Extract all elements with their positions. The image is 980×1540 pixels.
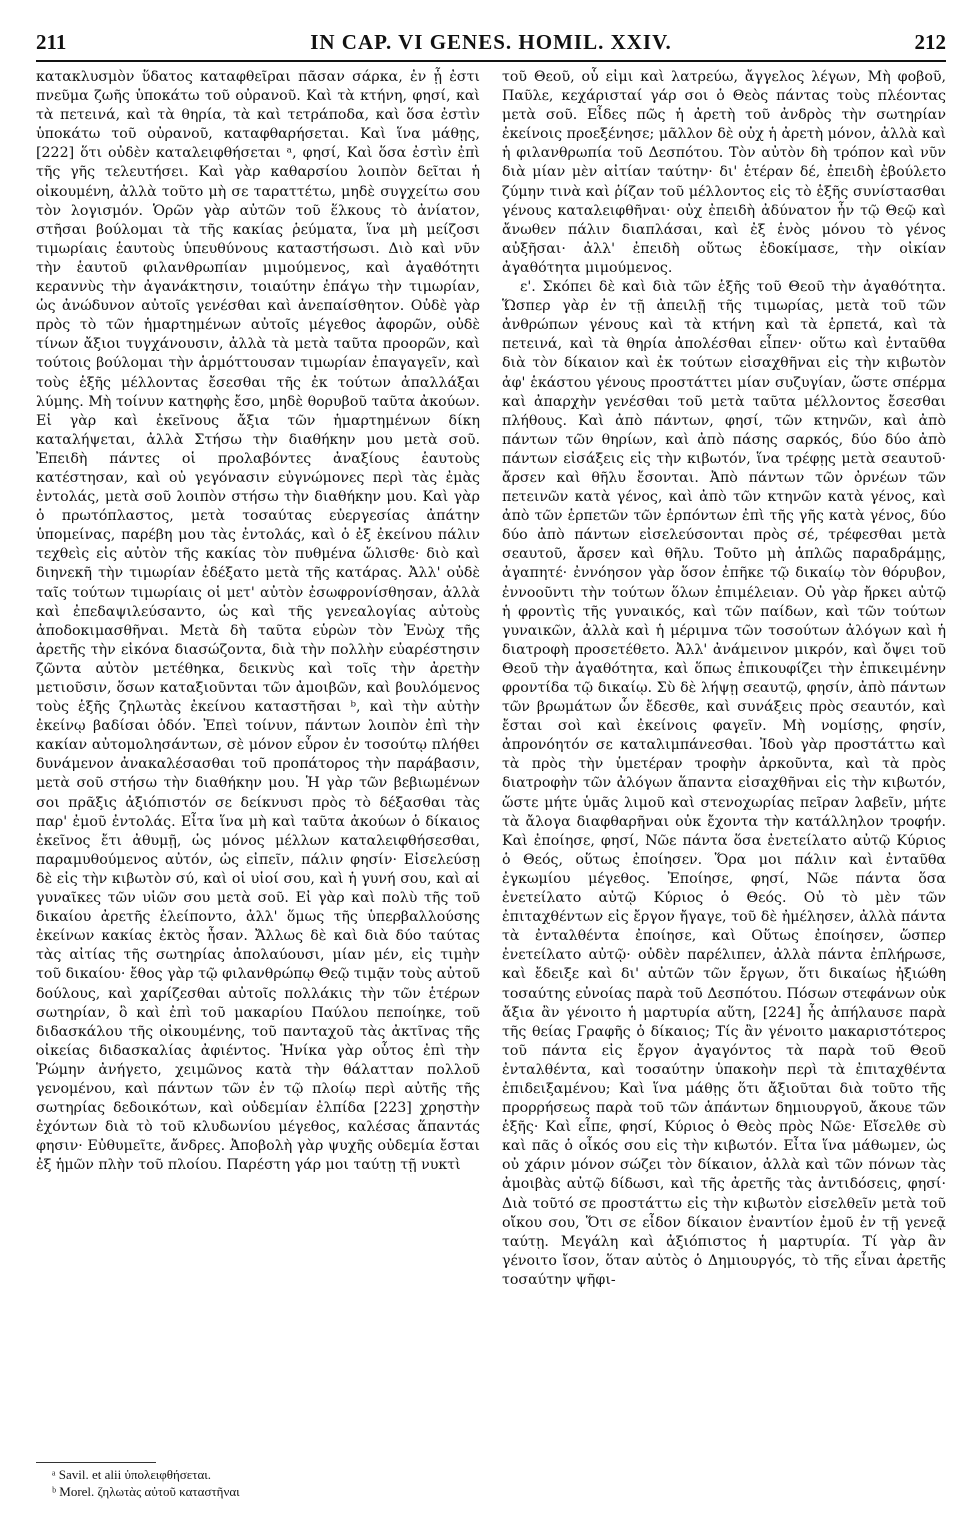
left-paragraph: κατακλυσμὸν ὕδατος καταφθεῖραι πᾶσαν σάρκα, ἐν ᾗ ἐστι πνεῦμα ζωῆς ὑποκάτω τοῦ οὐρανοῦ. Καὶ τὰ κτήνη, φησί, καὶ τὰ πετεινά, καὶ τὰ θηρία, τὰ καὶ τετράποδα, καὶ ὅσα ἐστὶν ὑποκάτω τοῦ οὐρανοῦ, καταφθαρήσεται. Καὶ ἵνα μάθῃς, [222] ὅτι οὐδὲν καταλειφθήσεται ᵃ, φησί, Καὶ ὅσα ἐστὶν ἐπὶ τῆς γῆς τελευτήσει. Καὶ γὰρ καθαρσίου λοιπὸν δεῖται ἡ οἰκουμένη, ἀλλὰ τοῦτο μὴ σε ταραττέτω, μηδὲ συγχείτω σου τὸν λογισμόν. Ὁρῶν γὰρ αὐτῶν τοῦ ἕλκους τὸ ἀνίατον, στῆσαι βούλομαι τὰ τῆς κακίας ῥεύματα, ἵνα μὴ μείζοσι τιμωρίαις ἑαυτοὺς ὑπευθύνους καταστήσωσι. Διὸ καὶ νῦν τὴν ἑαυτοῦ φιλανθρωπίαν μιμούμενος, καὶ ἀγαθότητι κεραννὺς τὴν ἀγανάκτησιν, τοιαύτην ἐπάγω τὴν τιμωρίαν, ὡς ἀνώδυνον αὐτοῖς γενέσθαι καὶ ἀνεπαίσθητον. Οὐδὲ γὰρ πρὸς τὸ τῶν ἡμαρτημένων αὐτοῖς μέγεθος ἀφορῶν, οὐδὲ τίνων ἄξιοι τυγχάνουσιν, ἀλλὰ τὰ μετὰ ταῦτα προορῶν, καὶ τούτοις βούλομαι τὴν ἁρμόττουσαν τιμωρίαν ἐπαγαγεῖν, καὶ τοὺς ἑξῆς μέλλοντας ἔσεσθαι τῆς ἐκ τούτων ἀπαλλάξαι λύμης. Μὴ τοίνυν κατηφὴς ἔσο, μηδὲ θορυβοῦ ταῦτα ἀκούων. Εἰ γὰρ καὶ ἐκεῖνους ἄξια τῶν ἡμαρτημένων δίκη καταλήψεται, ἀλλὰ Στήσω τὴν διαθήκην μου μετὰ σοῦ. Ἐπειδὴ πάντες οἱ προλαβόντες ἀναξίους ἑαυτοὺς κατέστησαν, καὶ οὐ γεγόνασιν εὐγνώμονες περὶ τὰς ἐμὰς ἐντολάς, μετὰ σοῦ λοιπὸν στήσω τὴν διαθήκην μου. Καὶ γὰρ ὁ πρωτόπλαστος, μετὰ τοσαύτας εὐεργεσίας ἀπάτην ὑπομείνας, παρέβη μου τὰς ἐντολάς, καὶ ὁ ἐξ ἐκείνου πάλιν τεχθεὶς εἰς αὐτὸν τῆς κακίας τὸν πυθμένα ὤλισθε· διὸ καὶ διηνεκῆ τὴν τιμωρίαν ἐδέξατο μετὰ τῆς κατάρας. Ἀλλ' οὐδὲ ταῖς τούτων τιμωρίαις οἱ μετ' αὐτὸν ἐσωφρονίσθησαν, ἀλλὰ καὶ ἐπεδαψιλεύσαντο, ὡς καὶ τῆς γενεαλογίας αὐτοὺς ἀποδοκιμασθῆναι. Μετὰ δὴ ταῦτα εὑρὼν τὸν Ἐνὼχ τῆς ἀρετῆς τὴν εἰκόνα διασώζοντα, διὰ τὴν πολλὴν εὐαρέστησιν ζῶντα αὐτὸν μετέθηκα, δεικνὺς καὶ τοῖς τὴν ἀρετὴν μετιοῦσιν, ὅσων καταξιοῦνται τῶν ἀμοιβῶν, καὶ βουλόμενος τοὺς ἑξῆς ζηλωτὰς ἐκείνου καταστῆσαι ᵇ, καὶ τὴν αὐτὴν ἐκείνῳ βαδίσαι ὁδόν. Ἐπεὶ τοίνυν, πάντων λοιπὸν ἐπὶ τὴν κακίαν αὐτομολησάντων, σὲ μόνον εὗρον ἐν τοσούτῳ πλήθει δυνάμενον ἀνακαλέσασθαι τοῦ προπάτορος τὴν παράβασιν, μετὰ σοῦ στήσω τὴν διαθήκην μου. Ἡ γὰρ τῶν βεβιωμένων σοι πρᾶξις ἀξιόπιστόν σε δείκνυσι πρὸς τὸ δέξασθαι τὰς παρ' ἐμοῦ ἐντολάς. Εἶτα ἵνα μὴ καὶ ταῦτα ἀκούων ὁ δίκαιος ἐκεῖνος ἔτι ἀθυμῇ, ὡς μόνος μέλλων καταλειφθήσεσθαι, παραμυθούμενος αὐτόν, ὡς εἰπεῖν, πάλιν φησίν· Εἰσελεύσῃ δὲ εἰς τὴν κιβωτὸν σύ, καὶ οἱ υἱοί σου, καὶ ἡ γυνή σου, καὶ αἱ γυναῖκες τῶν υἱῶν σου μετὰ σοῦ. Εἰ γὰρ καὶ πολὺ τῆς τοῦ δικαίου ἀρετῆς ἐλείποντο, ἀλλ' ὅμως τῆς ὑπερβαλλούσης ἐκείνων κακίας ἐκτὸς ἦσαν. Ἄλλως δὲ καὶ διὰ δύο ταύτας τὰς αἰτίας τῆς σωτηρίας ἀπολαύουσι, μίαν μέν, εἰς τιμὴν τοῦ δικαίου· ἔθος γὰρ τῷ φιλανθρώπῳ Θεῷ τιμᾷν τοὺς αὐτοῦ δούλους, καὶ χαρίζεσθαι αὐτοῖς πολλάκις τὴν τῶν ἑτέρων σωτηρίαν, ὃ καὶ ἐπὶ τοῦ μακαρίου Παύλου πεποίηκε, τοῦ διδασκάλου τῆς οἰκουμένης, τοῦ πανταχοῦ τὰς ἀκτῖνας τῆς οἰκείας διδασκαλίας ἀφιέντος. Ἡνίκα γὰρ οὗτος ἐπὶ τὴν Ῥώμην ἀνήγετο, χειμῶνος κατὰ τὴν θάλατταν πολλοῦ γενομένου, καὶ πάντων τῶν ἐν τῷ πλοίῳ περὶ αὐτῆς τῆς σωτηρίας δεδοικότων, καὶ οὐδεμίαν ἐλπίδα [223] χρηστὴν ἐχόντων διὰ τὸ τοῦ κλυδωνίου μέγεθος, καλέσας ἅπαντάς φησιν· Εὐθυμεῖτε, ἄνδρες. Ἀποβολὴ γὰρ ψυχῆς οὐδεμία ἔσται ἐξ ἡμῶν πλὴν τοῦ πλοίου. Παρέστη γάρ μοι ταύτῃ τῇ νυκτὶ (36, 69, 480, 1174)
running-title: IN CAP. VI GENES. HOMIL. XXIV. (310, 30, 672, 54)
page-number-left: 211 (36, 30, 67, 54)
footnote-a: ᵃ Savil. et alii ὑπολειφθήσεται. (52, 1467, 212, 1482)
header-rule (36, 60, 946, 62)
footnotes (52, 1466, 472, 1500)
footnote-rule (36, 1462, 156, 1463)
footnote-b: ᵇ Morel. ζηλωτὰς αὐτοῦ καταστῆναι (52, 1484, 240, 1499)
page-number-right: 212 (914, 30, 946, 54)
right-paragraph-2: ε'. Σκόπει δὲ καὶ διὰ τῶν ἑξῆς τοῦ Θεοῦ τὴν ἀγαθότητα. Ὥσπερ γὰρ ἐν τῇ ἀπειλῇ τῆς τιμωρίας, μετὰ τοῦ τῶν ἀνθρώπων γένους καὶ τὰ κτήνη καὶ τὰ ἑρπετά, καὶ τὰ πετεινά, καὶ τὰ θηρία ἀπολέσθαι εἶπεν· οὕτω καὶ ἐνταῦθα διὰ τὸν δίκαιον καὶ ἐκ τούτων εἰσαχθῆναι εἰς τὴν κιβωτὸν ἀφ' ἑκάστου γένους προστάττει μίαν συζυγίαν, ὥστε σπέρμα καὶ ἀπαρχὴν γενέσθαι τοῦ μετὰ ταῦτα μέλλοντος ἔσεσθαι πλήθους. Καὶ ἀπὸ πάντων, φησί, τῶν κτηνῶν, καὶ ἀπὸ πάντων τῶν θηρίων, καὶ ἀπὸ πάσης σαρκός, δύο δύο ἀπὸ πάντων εἰσάξεις εἰς τὴν κιβωτόν, ἵνα τρέφῃς μετὰ σεαυτοῦ· ἄρσεν καὶ θῆλυ ἔσονται. Ἀπὸ πάντων τῶν ὀρνέων τῶν πετεινῶν κατὰ γένος, καὶ ἀπὸ τῶν κτηνῶν κατὰ γένος, καὶ ἀπὸ τῶν ἑρπετῶν τῶν ἑρπόντων ἐπὶ τῆς γῆς κατὰ γένος, δύο δύο ἀπὸ πάντων εἰσελεύσονται πρὸς σέ, τρέφεσθαι μετὰ σεαυτοῦ, ἄρσεν καὶ θῆλυ. Τοῦτο μὴ ἁπλῶς παραδράμῃς, ἀγαπητέ· ἐννόησον γὰρ ὅσον ἐπῆκε τῷ δικαίῳ τὸν θόρυβον, ἐννοοῦντι τὴν τούτων ὅλων ἐπιμέλειαν. Οὐ γὰρ ἤρκει αὐτῷ ἡ φροντὶς τῆς γυναικός, καὶ τῶν παίδων, καὶ τῶν τούτων γυναικῶν, ἀλλὰ καὶ ἡ μέριμνα τῶν τοσούτων ἀλόγων καὶ ἡ διατροφὴ προσετέθετο. Ἀλλ' ἀνάμεινον μικρόν, καὶ ὄψει τοῦ Θεοῦ τὴν ἀγαθότητα, καὶ ὅπως ἐπικουφίζει τὴν ἐπικειμένην φροντίδα τῷ δικαίῳ. Σὺ δὲ λήψῃ σεαυτῷ, φησίν, ἀπὸ πάντων τῶν βρωμάτων ὧν ἔδεσθε, καὶ συνάξεις πρὸς σεαυτόν, καὶ ἔσται σοὶ καὶ ἐκείνοις φαγεῖν. Μὴ νομίσῃς, φησίν, ἀπρονόητόν σε καταλιμπάνεσθαι. Ἰδοὺ γὰρ προστάττω καὶ τὰ πρὸς τὴν ὑμετέραν τροφὴν ἀρκοῦντα, καὶ τὰ πρὸς διατροφὴν τῶν ἀλόγων ἅπαντα εἰσαχθῆναι εἰς τὴν κιβωτόν, ὥστε μήτε ὑμᾶς λιμοῦ καὶ στενοχωρίας πεῖραν λαβεῖν, μήτε τὰ ἄλογα διαφθαρῆναι οὐκ ἔχοντα τὴν κατάλληλον τροφήν. Καὶ ἐποίησε, φησί, Νῶε πάντα ὅσα ἐνετείλατο αὐτῷ Κύριος ὁ Θεός, οὕτως ἐποίησεν. Ὅρα μοι πάλιν καὶ ἐνταῦθα ἐγκωμίου μέγεθος. Ἐποίησε, φησί, Νῶε πάντα ὅσα ἐνετείλατο αὐτῷ Κύριος ὁ Θεός. Οὐ τὸ μὲν τῶν ἐπιταχθέντων εἰς ἔργον ἤγαγε, τοῦ δὲ ἠμέλησεν, ἀλλὰ πάντα τὰ ἐνταλθέντα ἐποίησε, καὶ Οὕτως ἐποίησεν, ὥσπερ ἐνετείλατο αὐτῷ· οὐδὲν παρέλιπεν, ἀλλὰ πάντα ἐπλήρωσε, καὶ ἔδειξε καὶ δι' αὐτῶν τῶν ἔργων, ὅτι δικαίως ἠξιώθη τοσαύτης εὐνοίας παρὰ τοῦ Δεσπότου. Πόσων στεφάνων οὐκ ἄξια ἂν γένοιτο ἡ μαρτυρία αὕτη, [224] ἧς ἀπήλαυσε παρὰ τῆς θείας Γραφῆς ὁ δίκαιος; Τίς ἂν γένοιτο μακαριστότερος τοῦ πάντα εἰς ἔργον ἀγαγόντος τὰ παρὰ τοῦ Θεοῦ ἐνταλθέντα, καὶ τοσαύτην ὑπακοὴν περὶ τὰ ἐπιταχθέντα ἐπιδειξαμένου; Καὶ ἵνα μάθῃς ὅτι ἄξιοῦται διὰ τοῦτο τῆς προρρήσεως παρὰ τοῦ τῶν ἁπάντων δημιουργοῦ, ἄκουε τῶν ἑξῆς· Καὶ εἶπε, φησί, Κύριος ὁ Θεὸς πρὸς Νῶε· Εἴσελθε σὺ καὶ πᾶς ὁ οἶκός σου εἰς τὴν κιβωτόν. Εἶτα ἵνα μάθωμεν, ὡς οὐ χάριν μόνον σώζει τὸν δίκαιον, ἀλλὰ καὶ τῶν πόνων τὰς ἀμοιβὰς αὐτῷ δίδωσι, καὶ τῆς ἀρετῆς τὰς ἀντιδόσεις, φησί· Διὰ τοῦτό σε προστάττω εἰς τὴν κιβωτὸν εἰσελθεῖν μετὰ τοῦ οἴκου σου, Ὅτι σε εἶδον δίκαιον ἐναντίον ἐμοῦ ἐν τῇ γενεᾷ ταύτῃ. Μεγάλη καὶ ἀξιόπιστος ἡ μαρτυρία. Τί γὰρ ἂν γένοιτο ἴσον, ὅταν αὐτὸς ὁ Δημιουργός, τὸ τῆς εἶναι ἀρετῆς τοσαύτην ψῆφι- (502, 279, 946, 1288)
running-header (36, 30, 946, 58)
right-paragraph-1: τοῦ Θεοῦ, οὗ εἰμι καὶ λατρεύω, ἄγγελος λέγων, Μὴ φοβοῦ, Παῦλε, κεχάρισταί γάρ σοι ὁ Θεὸς πάντας τοὺς πλέοντας μετὰ σοῦ. Εἶδες πῶς ἡ ἀρετὴ τοῦ ἀνδρὸς τὴν σωτηρίαν ἐκείνοις προεξένησε; μᾶλλον δὲ οὐχ ἡ ἀρετὴ μόνον, ἀλλὰ καὶ ἡ φιλανθρωπία τοῦ Δεσπότου. Τὸν αὐτὸν δὴ τρόπον καὶ νῦν διὰ μίαν μὲν αἰτίαν ταύτην· δι' ἑτέραν δέ, ἐπειδὴ ἐβούλετο ζύμην τινὰ καὶ ῥίζαν τοῦ μέλλοντος εἰς τὸ ἑξῆς συνίστασθαι γένους καταλειφθῆναι· οὐχ ἐπειδὴ ἀδύνατον ἦν τῷ Θεῷ καὶ ἄνωθεν πάλιν διαπλάσαι, καὶ ἐξ ἑνὸς μόνου τὸ γένος αὐξῆσαι· ἀλλ' ἐπειδὴ οὕτως ἐδοκίμασε, τὴν οἰκίαν ἀγαθότητα μιμούμενος. (502, 69, 946, 276)
right-column (502, 68, 946, 1528)
left-column (36, 68, 480, 1458)
